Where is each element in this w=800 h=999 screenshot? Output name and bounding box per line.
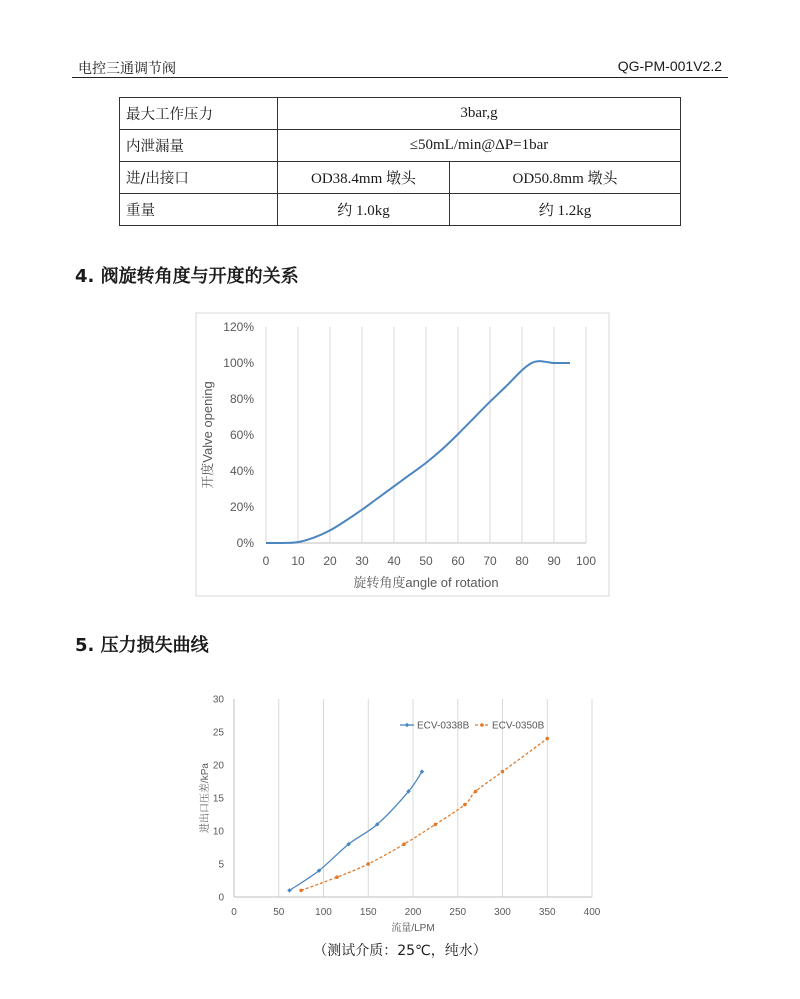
y-tick-label: 15 (212, 793, 224, 805)
y-tick-label: 25 (212, 727, 224, 739)
x-tick-label: 300 (494, 907, 511, 918)
row-value: OD38.4mm 墩头 (278, 162, 450, 194)
x-tick-label: 30 (355, 554, 369, 568)
row-label: 内泄漏量 (120, 130, 278, 162)
data-point (434, 823, 438, 827)
row-label: 进/出接口 (120, 162, 278, 194)
y-tick-label: 80% (229, 392, 254, 407)
legend-label: ECV-0338B (417, 720, 470, 732)
y-tick-label: 100% (223, 356, 254, 371)
x-axis-title: 流量/LPM (391, 923, 435, 934)
y-tick-label: 5 (218, 859, 224, 871)
x-tick-label: 60 (451, 554, 465, 568)
y-axis-title: 进出口压差/kPa (200, 762, 211, 834)
row-value: 约 1.0kg (278, 194, 450, 226)
row-value: ≤50mL/min@ΔP=1bar (278, 130, 681, 162)
x-tick-label: 100 (315, 907, 332, 918)
y-tick-label: 120% (223, 320, 254, 335)
x-tick-label: 20 (323, 554, 337, 568)
data-point (366, 862, 370, 866)
data-point (299, 889, 303, 893)
series-line-valve-opening (266, 361, 570, 543)
y-tick-label: 60% (229, 428, 254, 443)
y-tick-label: 30 (212, 694, 224, 706)
data-point (474, 790, 478, 794)
x-axis-title: 旋转角度angle of rotation (353, 575, 499, 590)
x-tick-label: 50 (273, 907, 285, 918)
x-tick-label: 350 (538, 907, 556, 918)
y-tick-label: 40% (229, 464, 254, 479)
data-point (335, 875, 339, 879)
document-code: QG-PM-001V2.2 (617, 58, 722, 74)
x-tick-label: 250 (449, 907, 467, 918)
series-line-ecv-0338b (289, 772, 421, 891)
x-tick-label: 10 (291, 554, 305, 568)
legend-marker (405, 723, 410, 728)
x-tick-label: 40 (387, 554, 401, 568)
data-point (463, 803, 467, 807)
x-tick-label: 50 (419, 554, 433, 568)
document-title: 电控三通调节阀 (78, 61, 176, 77)
row-value: OD50.8mm 墩头 (450, 162, 681, 194)
y-tick-label: 20 (212, 760, 224, 772)
x-tick-label: 100 (575, 554, 597, 568)
x-tick-label: 0 (231, 907, 237, 918)
x-tick-label: 90 (547, 554, 561, 568)
data-point (501, 770, 505, 774)
x-tick-label: 70 (483, 554, 497, 568)
row-label: 最大工作压力 (120, 98, 278, 130)
y-tick-label: 10 (212, 826, 224, 838)
y-tick-label: 20% (229, 500, 254, 515)
y-axis-title: 开度Valve opening (200, 381, 215, 489)
y-tick-label: 0% (236, 536, 254, 551)
y-tick-label: 0 (218, 892, 224, 904)
section-5-heading: 5. 压力损失曲线 (75, 635, 209, 656)
x-tick-label: 80 (515, 554, 529, 568)
row-value: 约 1.2kg (450, 194, 681, 226)
x-tick-label: 150 (359, 907, 377, 918)
x-tick-label: 200 (404, 907, 422, 918)
row-label: 重量 (120, 194, 278, 226)
x-tick-label: 400 (583, 907, 601, 918)
legend-marker (480, 723, 484, 727)
data-point (402, 842, 406, 846)
series-line-ecv-0350b (301, 739, 547, 891)
test-medium-caption: （测试介质：25℃，纯水） (313, 943, 487, 959)
legend-label: ECV-0350B (492, 720, 545, 732)
x-tick-label: 0 (262, 554, 270, 568)
row-value: 3bar,g (278, 98, 681, 130)
data-point (545, 737, 549, 741)
section-4-heading: 4. 阀旋转角度与开度的关系 (75, 266, 299, 287)
